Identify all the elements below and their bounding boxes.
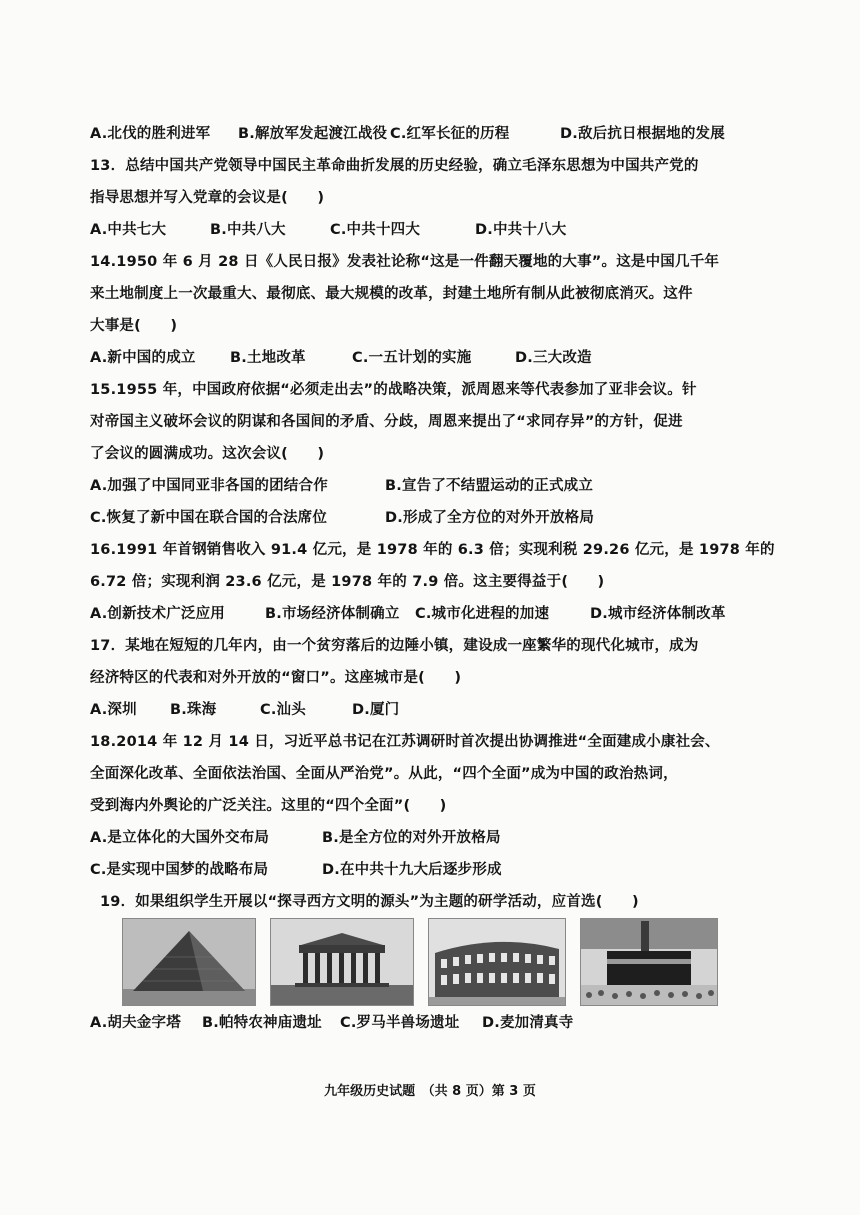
q15-option-b: B.宣告了不结盟运动的正式成立 — [385, 478, 594, 494]
q15-stem-line2: 对帝国主义破坏会议的阴谋和各国间的矛盾、分歧，周恩来提出了“求同存异”的方针，促进 — [90, 414, 683, 430]
q16-stem-line1: 16.1991 年首钢销售收入 91.4 亿元，是 1978 年的 6.3 倍；实现利税 29.26 亿元，是 1978 年的 — [90, 542, 775, 558]
q19-option-c: C.罗马半兽场遗址 — [340, 1015, 460, 1031]
pyramid-photo — [122, 918, 256, 1006]
q18-option-a: A.是立体化的大国外交布局 — [90, 830, 270, 846]
mecca-mosque-photo — [580, 918, 718, 1006]
q16-option-a: A.创新技术广泛应用 — [90, 606, 225, 622]
q15-stem-line3: 了会议的圆满成功。这次会议( ) — [90, 446, 325, 462]
q16-option-b: B.市场经济体制确立 — [265, 606, 400, 622]
q14-option-d: D.三大改造 — [515, 350, 592, 366]
q13-option-b: B.中共八大 — [210, 222, 286, 238]
q12-option-d: D.敌后抗日根据地的发展 — [560, 126, 725, 142]
q15-option-a: A.加强了中国同亚非各国的团结合作 — [90, 478, 328, 494]
q19-option-a: A.胡夫金字塔 — [90, 1015, 181, 1031]
q14-option-a: A.新中国的成立 — [90, 350, 196, 366]
q18-stem-line3: 受到海内外舆论的广泛关注。这里的“四个全面”( ) — [90, 798, 447, 814]
q19-option-d: D.麦加清真寺 — [482, 1015, 574, 1031]
parthenon-photo — [270, 918, 414, 1006]
q18-option-b: B.是全方位的对外开放格局 — [322, 830, 501, 846]
q17-option-a: A.深圳 — [90, 702, 137, 718]
q12-option-c: C.红军长征的历程 — [390, 126, 510, 142]
q13-option-d: D.中共十八大 — [475, 222, 567, 238]
page-footer: 九年级历史试题 （共 8 页）第 3 页 — [324, 1084, 536, 1099]
q14-option-c: C.一五计划的实施 — [352, 350, 472, 366]
colosseum-photo — [428, 918, 566, 1006]
q15-option-c: C.恢复了新中国在联合国的合法席位 — [90, 510, 328, 526]
q18-stem-line1: 18.2014 年 12 月 14 日，习近平总书记在江苏调研时首次提出协调推进“全面建成小康社会、 — [90, 734, 720, 750]
q15-option-d: D.形成了全方位的对外开放格局 — [385, 510, 595, 526]
q19-stem-line1: 19．如果组织学生开展以“探寻西方文明的源头”为主题的研学活动，应首选( ) — [100, 894, 639, 910]
q12-option-a: A.北伐的胜利进军 — [90, 126, 211, 142]
q14-stem-line2: 来土地制度上一次最重大、最彻底、最大规模的改革，封建土地所有制从此被彻底消灭。这件 — [90, 286, 693, 302]
q18-stem-line2: 全面深化改革、全面依法治国、全面从严治党”。从此，“四个全面”成为中国的政治热词， — [90, 766, 678, 782]
q16-stem-line2: 6.72 倍；实现利润 23.6 亿元，是 1978 年的 7.9 倍。这主要得益于( ) — [90, 574, 605, 590]
q19-option-b: B.帕特农神庙遗址 — [202, 1015, 322, 1031]
q17-stem-line1: 17．某地在短短的几年内，由一个贫穷落后的边陲小镇，建设成一座繁华的现代化城市，成为 — [90, 638, 699, 654]
q17-option-b: B.珠海 — [170, 702, 217, 718]
q14-option-b: B.土地改革 — [230, 350, 306, 366]
q17-option-c: C.汕头 — [260, 702, 306, 718]
q16-option-c: C.城市化进程的加速 — [415, 606, 550, 622]
q18-option-d: D.在中共十九大后逐步形成 — [322, 862, 502, 878]
q17-option-d: D.厦门 — [352, 702, 400, 718]
q16-option-d: D.城市经济体制改革 — [590, 606, 726, 622]
q15-stem-line1: 15.1955 年，中国政府依据“必须走出去”的战略决策，派周恩来等代表参加了亚非会议。针 — [90, 382, 697, 398]
q17-stem-line2: 经济特区的代表和对外开放的“窗口”。这座城市是( ) — [90, 670, 462, 686]
q13-option-a: A.中共七大 — [90, 222, 167, 238]
q13-stem-line1: 13．总结中国共产党领导中国民主革命曲折发展的历史经验，确立毛泽东思想为中国共产党的 — [90, 158, 699, 174]
q13-option-c: C.中共十四大 — [330, 222, 421, 238]
q14-stem-line3: 大事是( ) — [90, 318, 178, 334]
q14-stem-line1: 14.1950 年 6 月 28 日《人民日报》发表社论称“这是一件翻天覆地的大事”。这是中国几千年 — [90, 254, 720, 270]
q13-stem-line2: 指导思想并写入党章的会议是( ) — [90, 190, 325, 206]
q12-option-b: B.解放军发起渡江战役 — [238, 126, 388, 142]
q18-option-c: C.是实现中国梦的战略布局 — [90, 862, 269, 878]
